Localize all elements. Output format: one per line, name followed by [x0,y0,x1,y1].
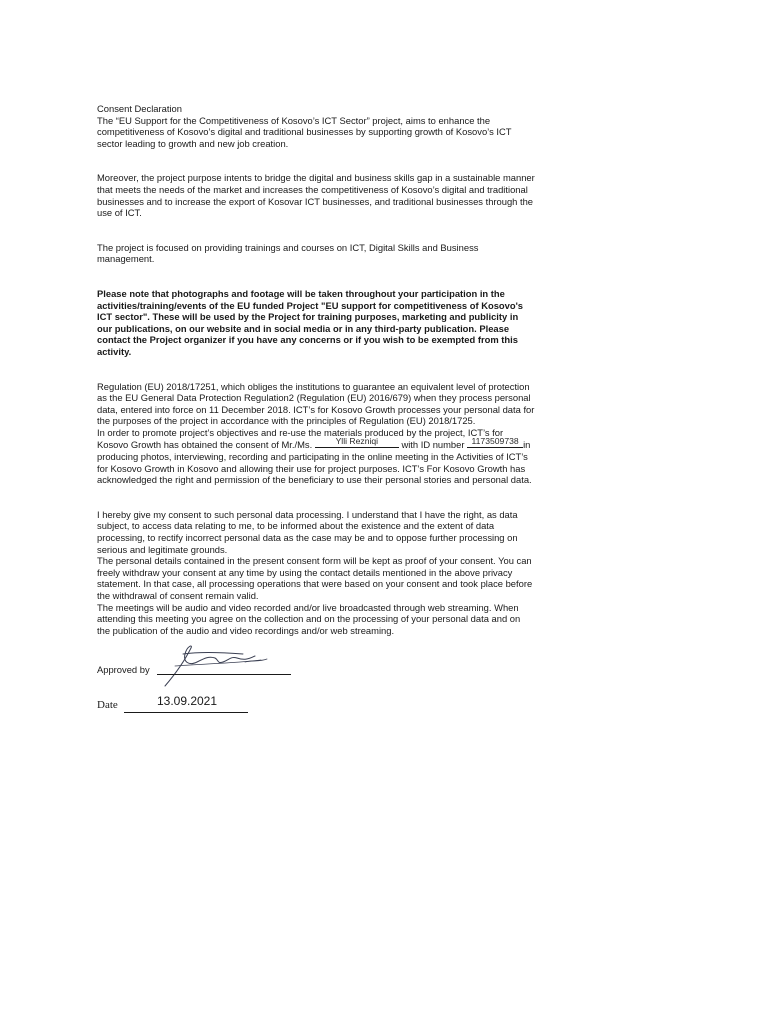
text-line: sector leading to growth and new job creation. [97,137,289,149]
consent-paragraph [97,509,581,637]
document-title: Consent Declaration [97,103,182,114]
id-number-value: 1173509738 [471,436,519,447]
name-field[interactable] [315,438,399,448]
name-value: Ylli Rezniqi [335,436,379,447]
photo-notice-paragraph [97,288,581,358]
text-line: producing photos, interviewing, recording and participating in the online meeting in the Activities of ICT’s [97,451,528,463]
text-line: the publication of the audio and video recordings and/or web streaming. [97,624,395,636]
text-line: Please note that photographs and footage will be taken throughout your participation in the [97,287,505,299]
text-line: The “EU Support for the Competitiveness of Kosovo’s ICT Sector” project, aims to enhance the [97,114,491,126]
id-number-field[interactable] [467,438,523,448]
consent-before-text: Kosovo Growth has obtained the consent of Mr./Ms. [97,439,313,451]
text-line: statement. In that case, all processing operations that were based on your consent and took place before [97,578,533,590]
text-line: activities/training/events of the EU funded Project "EU support for competitiveness of Kosovo's [97,299,524,311]
text-line: Moreover, the project purpose intents to bridge the digital and business skills gap in a sustainable manner [97,172,535,184]
text-line: subject, to access data relating to me, to be informed about the existence and the extent of data [97,520,495,532]
text-line: attending this meeting you agree on the collection and on the processing of your personal data and on [97,613,521,625]
text-line: competitiveness of Kosovo’s digital and traditional businesses by supporting growth of Kosovo’s ICT [97,126,512,138]
text-line: as the EU General Data Protection Regulation2 (Regulation (EU) 2016/679) when they process personal [97,392,531,404]
text-line: The personal details contained in the present consent form will be kept as proof of your consent. You can [97,555,532,567]
text-line: Regulation (EU) 2018/17251, which obliges the institutions to guarantee an equivalent level of protection [97,380,530,392]
text-line: acknowledged the right and permission of the beneficiary to use their personal stories and personal data. [97,474,532,486]
focus-paragraph [97,242,581,265]
date-field[interactable] [124,712,248,713]
consent-after-text: in [523,439,531,451]
date-label: Date [97,699,118,712]
text-line: serious and legitimate grounds. [97,543,228,555]
text-line: management. [97,253,155,265]
text-line: activity. [97,345,132,357]
text-line: contact the Project organizer if you have any concerns or if you wish to be exempted from this [97,334,518,346]
text-line: use of ICT. [97,207,142,219]
text-line: the purposes of the project in accordance with the principles of Regulation (EU) 2018/1725. [97,415,476,427]
text-line: ICT sector". These will be used by the Project for training purposes, marketing and publicity in [97,311,519,323]
text-line: that meets the needs of the market and increases the competitiveness of Kosovo’s digital and traditional [97,183,528,195]
text-line: The project is focused on providing trainings and courses on ICT, Digital Skills and Business [97,241,479,253]
text-line: data, entered into force on 11 December 2018. ICT’s for Kosovo Growth processes your personal data for [97,403,535,415]
approval-row [97,648,581,696]
date-row [97,696,581,720]
text-line: freely withdraw your consent at any time by using the contact details mentioned in the above privacy [97,566,513,578]
text-line: for Kosovo Growth in Kosovo and allowing their use for project purposes. ICT’s For Kosovo Growth has [97,462,526,474]
consent-line [97,438,581,451]
text-line: In order to promote project’s objectives and re-use the materials produced by the project, ICT’s for [97,426,504,438]
date-value: 13.09.2021 [156,694,218,709]
text-line: processing, to rectify incorrect personal data as the case may be and to oppose further processing on [97,532,518,544]
consent-middle-text: with ID number [401,439,465,451]
approved-by-label: Approved by [97,664,150,676]
text-line: businesses and to increase the export of Kosovar ICT businesses, and traditional businesses through the [97,195,534,207]
text-line: The meetings will be audio and video recorded and/or live broadcasted through web streaming. When [97,601,519,613]
regulation-paragraph [97,381,581,486]
text-line: the withdrawal of consent remain valid. [97,590,259,601]
intro-paragraph [97,103,581,149]
text-line: I hereby give my consent to such personal data processing. I understand that I have the right, as data [97,508,518,520]
signature-image [157,642,287,690]
text-line: our publications, on our website and in social media or in any third-party publication. Please [97,322,510,334]
purpose-paragraph [97,172,581,218]
signature-field[interactable] [157,674,291,675]
consent-document [97,103,581,720]
